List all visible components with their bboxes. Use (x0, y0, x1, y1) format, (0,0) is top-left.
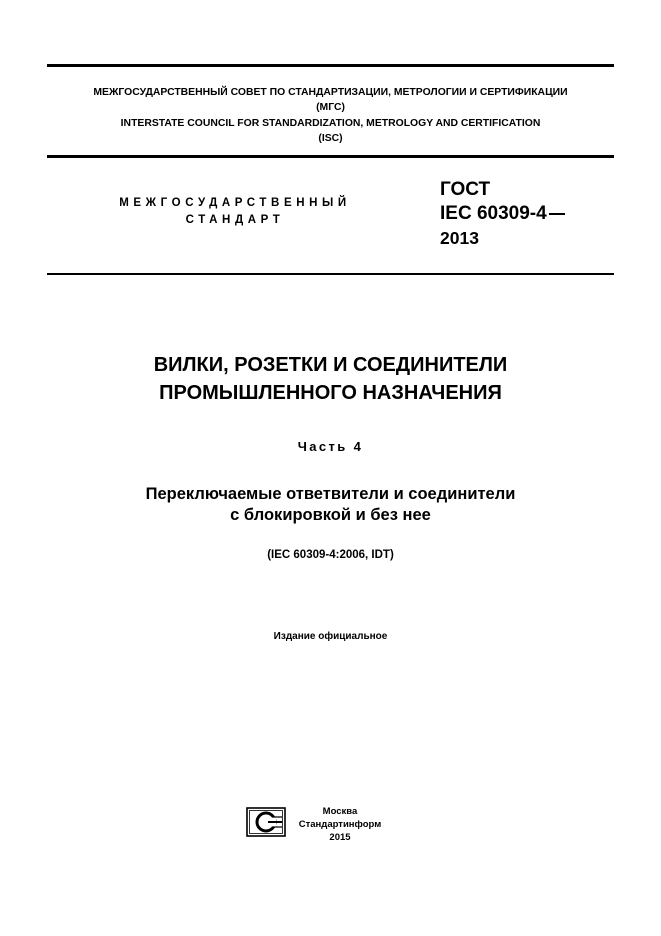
imprint-year: 2015 (329, 832, 351, 844)
gost-dash (549, 213, 565, 215)
standard-kind-line1: МЕЖГОСУДАРСТВЕННЫЙ (119, 197, 351, 209)
gost-number-line (440, 202, 547, 226)
council-abbr-ru: (МГС) (316, 102, 345, 114)
top-rule (47, 64, 614, 67)
title-line2: ПРОМЫШЛЕННОГО НАЗНАЧЕНИЯ (159, 382, 502, 404)
document-title (47, 351, 614, 407)
imprint-city: Москва (322, 806, 358, 817)
council-abbr-en: (ISC) (318, 132, 343, 144)
council-header (47, 85, 614, 146)
subtitle-line2: с блокировкой и без нее (230, 506, 431, 524)
edition-note: Издание официальное (273, 631, 388, 642)
gost-label: ГОСТ (440, 179, 491, 200)
standard-kind-line2: СТАНДАРТ (185, 214, 285, 226)
council-name-ru: МЕЖГОСУДАРСТВЕННЫЙ СОВЕТ ПО СТАНДАРТИЗАЦИИ, МЕТРОЛОГИИ И СЕРТИФИКАЦИИ (93, 87, 568, 98)
standard-kind (105, 195, 365, 229)
gost-year: 2013 (440, 228, 479, 248)
part-number: Часть 4 (297, 439, 364, 454)
header-rule (47, 155, 614, 158)
document-subtitle (47, 484, 614, 526)
title-line1: ВИЛКИ, РОЗЕТКИ И СОЕДИНИТЕЛИ (153, 354, 508, 376)
gost-designation (440, 178, 547, 250)
subtitle-line1: Переключаемые ответвители и соединители (145, 485, 516, 503)
publisher-imprint (292, 805, 388, 845)
gost-number: IEC 60309-4 (440, 203, 547, 224)
standartinform-logo-icon (246, 807, 286, 837)
council-name-en: INTERSTATE COUNCIL FOR STANDARDIZATION, METROLOGY AND CERTIFICATION (120, 117, 541, 129)
iec-identity: (IEC 60309-4:2006, IDT) (267, 549, 394, 561)
standard-rule (47, 273, 614, 275)
imprint-publisher: Стандартинформ (298, 819, 382, 831)
